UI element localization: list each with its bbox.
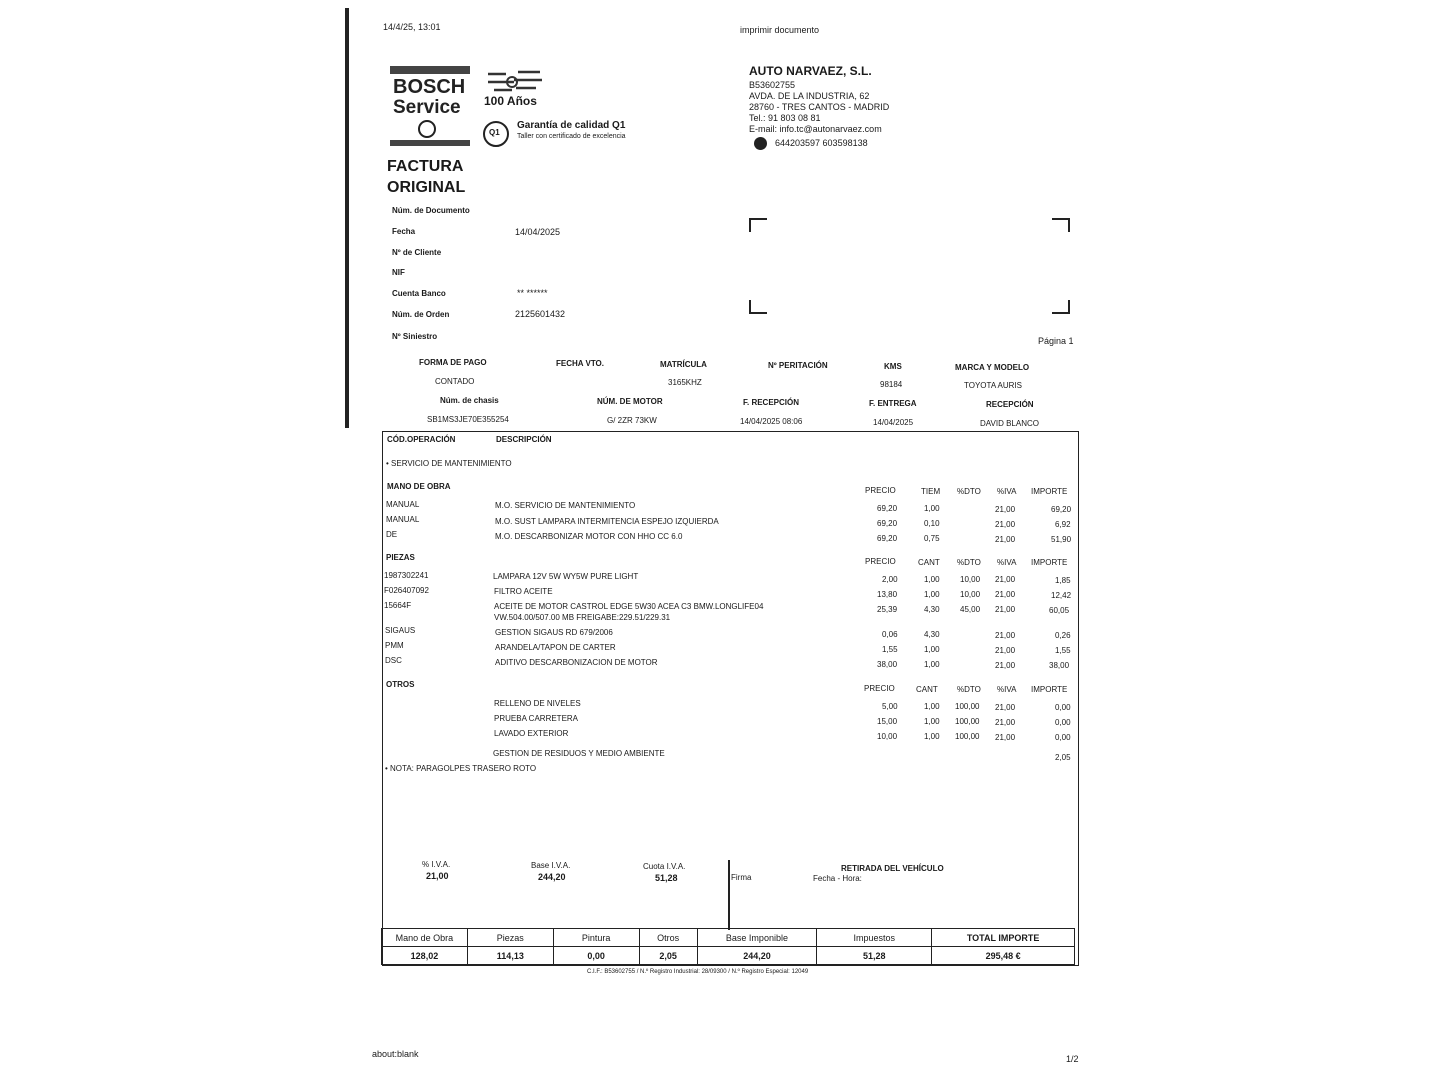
company-cif: B53602755 (749, 80, 796, 90)
line-code: F026407092 (384, 586, 429, 595)
labor-header: %DTO (957, 487, 981, 496)
total-paint: 0,00 (553, 947, 639, 965)
field-label: NIF (392, 268, 405, 277)
bosch-armature-icon (418, 120, 436, 138)
line-code: MANUAL (386, 500, 420, 509)
line-vat: 21,00 (995, 661, 1016, 670)
line-price: 5,00 (882, 702, 898, 711)
pickup-date-label: Fecha - Hora: (813, 874, 862, 883)
line-qty: 1,00 (924, 732, 940, 741)
q1-icon-label: Q1 (489, 128, 500, 137)
totals-value-row (382, 947, 1075, 965)
line-discount: 100,00 (955, 702, 980, 711)
vehicle-value: 98184 (880, 380, 903, 389)
vehicle-value: SB1MS3JE70E355254 (427, 415, 509, 424)
others-title: OTROS (386, 680, 415, 689)
line-qty: 4,30 (924, 630, 940, 639)
vehicle-header: RECEPCIÓN (986, 400, 1034, 409)
line-qty: 0,75 (924, 534, 940, 543)
line-code: DSC (385, 656, 402, 665)
vehicle-header: F. RECEPCIÓN (743, 398, 800, 407)
vehicle-header: NÚM. DE MOTOR (597, 397, 663, 406)
line-discount: 10,00 (960, 575, 981, 584)
line-price: 13,80 (877, 590, 898, 599)
field-value-bank: ** ****** (517, 288, 548, 298)
parts-header: %DTO (957, 558, 981, 567)
parts-header: CANT (918, 558, 940, 567)
labor-title: MANO DE OBRA (387, 482, 451, 491)
lines-box (382, 431, 1079, 966)
vehicle-header: F. ENTREGA (869, 399, 917, 408)
company-city: 28760 - TRES CANTOS - MADRID (749, 102, 890, 112)
line-desc: PRUEBA CARRETERA (494, 714, 579, 723)
field-label: Cuenta Banco (392, 289, 446, 298)
field-label: Núm. de Documento (392, 206, 470, 215)
labor-header: PRECIO (865, 486, 896, 495)
totals-header: Impuestos (817, 929, 932, 947)
pickup-divider (728, 860, 730, 930)
line-price: 69,20 (877, 519, 898, 528)
field-label: Fecha (392, 227, 416, 236)
labor-header: IMPORTE (1031, 487, 1068, 496)
totals-header: Otros (639, 929, 697, 947)
legal-footer: C.I.F.: B53602755 / N.º Registro Industrial: 28/09300 / N.º Registro Especial: 12049 (587, 969, 809, 975)
vat-quota-value: 51,28 (655, 873, 678, 883)
line-amount: 6,92 (1055, 520, 1071, 529)
crop-mark (749, 218, 767, 232)
print-title: imprimir documento (740, 25, 820, 35)
line-discount: 100,00 (955, 717, 980, 726)
line-desc: LAMPARA 12V 5W WY5W PURE LIGHT (493, 572, 639, 581)
line-desc: RELLENO DE NIVELES (494, 699, 581, 708)
line-desc: ACEITE DE MOTOR CASTROL EDGE 5W30 ACEA C3 BMW.LONGLIFE04 (494, 602, 764, 611)
line-amount: 1,55 (1055, 646, 1071, 655)
totals-header: TOTAL IMPORTE (932, 929, 1075, 947)
line-amount: 38,00 (1049, 661, 1070, 670)
line-vat: 21,00 (995, 590, 1016, 599)
line-amount: 51,90 (1051, 535, 1072, 544)
line-amount: 1,85 (1055, 576, 1071, 585)
company-email: E-mail: info.tc@autonarvaez.com (749, 124, 882, 134)
quality-title: Garantía de calidad Q1 (517, 120, 626, 131)
line-qty: 1,00 (924, 575, 940, 584)
line-desc: M.O. SERVICIO DE MANTENIMIENTO (495, 501, 636, 510)
line-price: 10,00 (877, 732, 898, 741)
vehicle-value: DAVID BLANCO (980, 419, 1039, 428)
vehicle-value: 3165KHZ (668, 378, 702, 387)
field-label: Núm. de Orden (392, 310, 450, 319)
print-page-count: 1/2 (1066, 1054, 1079, 1064)
others-header: PRECIO (864, 684, 895, 693)
whatsapp-icon (754, 137, 767, 150)
line-desc: FILTRO ACEITE (494, 587, 553, 596)
waste-desc: GESTION DE RESIDUOS Y MEDIO AMBIENTE (493, 749, 665, 758)
pickup-title: RETIRADA DEL VEHÍCULO (841, 864, 944, 873)
line-vat: 21,00 (995, 505, 1016, 514)
others-header: IMPORTE (1031, 685, 1068, 694)
line-vat: 21,00 (995, 646, 1016, 655)
vehicle-header: FORMA DE PAGO (419, 358, 487, 367)
line-vat: 21,00 (995, 733, 1016, 742)
vat-base-value: 244,20 (538, 872, 566, 882)
total-parts: 114,13 (467, 947, 553, 965)
company-name: AUTO NARVAEZ, S.L. (749, 64, 872, 78)
totals-header: Pintura (553, 929, 639, 947)
line-price: 25,39 (877, 605, 898, 614)
vehicle-value: G/ 2ZR 73KW (607, 416, 657, 425)
line-price: 0,06 (882, 630, 898, 639)
crop-mark (1052, 300, 1070, 314)
others-header: %DTO (957, 685, 981, 694)
bosch-logo-underline (390, 140, 470, 146)
waste-amount: 2,05 (1055, 753, 1071, 762)
line-price: 38,00 (877, 660, 898, 669)
totals-header: Mano de Obra (382, 929, 468, 947)
total-labor: 128,02 (382, 947, 468, 965)
service-note: • SERVICIO DE MANTENIMIENTO (386, 459, 512, 468)
line-vat: 21,00 (995, 575, 1016, 584)
line-code: SIGAUS (385, 626, 416, 635)
bosch-logo-bar (390, 66, 470, 74)
print-url: about:blank (372, 1049, 419, 1059)
field-value-order: 2125601432 (515, 309, 566, 319)
total-amount: 295,48 € (932, 947, 1075, 965)
scan-edge-line (345, 8, 349, 428)
others-header: %IVA (997, 685, 1017, 694)
vehicle-value: 14/04/2025 08:06 (740, 417, 803, 426)
totals-header-row (382, 929, 1075, 947)
line-qty: 1,00 (924, 717, 940, 726)
company-phone: Tel.: 91 803 08 81 (749, 113, 821, 123)
line-desc: M.O. DESCARBONIZAR MOTOR CON HHO CC 6.0 (495, 532, 683, 541)
field-label: Nº de Cliente (392, 248, 442, 257)
vehicle-header: FECHA VTO. (556, 359, 605, 368)
vat-pct-value: 21,00 (426, 871, 449, 881)
totals-header: Base Imponible (697, 929, 817, 947)
line-price: 69,20 (877, 504, 898, 513)
line-qty: 1,00 (924, 702, 940, 711)
others-header: CANT (916, 685, 938, 694)
company-address: AVDA. DE LA INDUSTRIA, 62 (749, 91, 870, 101)
vat-quota-label: Cuota I.V.A. (643, 862, 686, 871)
anniversary-text: 100 Años (484, 94, 537, 108)
parts-header: PRECIO (865, 557, 896, 566)
line-vat: 21,00 (995, 718, 1016, 727)
line-amount: 0,00 (1055, 718, 1071, 727)
page-number: Página 1 (1038, 336, 1074, 346)
print-timestamp: 14/4/25, 13:01 (383, 22, 441, 32)
vehicle-header: Núm. de chasis (440, 396, 499, 405)
line-price: 69,20 (877, 534, 898, 543)
invoice-title: FACTURA (387, 158, 464, 175)
line-code: DE (386, 530, 398, 539)
line-desc: GESTION SIGAUS RD 679/2006 (495, 628, 613, 637)
line-desc-2: VW.504.00/507.00 MB FREIGABE:229.51/229.31 (494, 613, 671, 622)
parts-header: IMPORTE (1031, 558, 1068, 567)
invoice-subtitle: ORIGINAL (387, 179, 466, 196)
line-code: 1987302241 (384, 571, 429, 580)
vehicle-value: 14/04/2025 (873, 418, 914, 427)
line-qty: 1,00 (924, 590, 940, 599)
totals-table (381, 928, 1075, 965)
line-qty: 4,30 (924, 605, 940, 614)
line-discount: 10,00 (960, 590, 981, 599)
bosch-logo-text: BOSCH (393, 76, 466, 98)
line-desc: ADITIVO DESCARBONIZACION DE MOTOR (495, 658, 658, 667)
company-whatsapp: 644203597 603598138 (775, 138, 868, 148)
line-qty: 0,10 (924, 519, 940, 528)
parts-header: %IVA (997, 558, 1017, 567)
line-amount: 12,42 (1051, 591, 1072, 600)
line-amount: 0,00 (1055, 703, 1071, 712)
line-code: 15664F (384, 601, 412, 610)
line-price: 15,00 (877, 717, 898, 726)
pickup-signature-label: Firma (731, 873, 752, 882)
line-desc: LAVADO EXTERIOR (494, 729, 569, 738)
line-qty: 1,00 (924, 645, 940, 654)
col-code-header: CÓD.OPERACIÓN (387, 435, 456, 444)
service-logo-text: Service (393, 97, 461, 118)
labor-header: TIEM (921, 487, 941, 496)
field-label: Nº Siniestro (392, 332, 438, 341)
line-qty: 1,00 (924, 660, 940, 669)
line-amount: 69,20 (1051, 505, 1072, 514)
wrench-icon (484, 68, 544, 96)
vehicle-header: MATRÍCULA (660, 360, 707, 369)
vehicle-note: • NOTA: PARAGOLPES TRASERO ROTO (385, 764, 537, 773)
line-amount: 0,00 (1055, 733, 1071, 742)
vat-base-label: Base I.V.A. (531, 861, 571, 870)
line-discount: 100,00 (955, 732, 980, 741)
labor-header: %IVA (997, 487, 1017, 496)
line-desc: ARANDELA/TAPON DE CARTER (495, 643, 616, 652)
total-others: 2,05 (639, 947, 697, 965)
line-code: PMM (385, 641, 404, 650)
line-vat: 21,00 (995, 535, 1016, 544)
line-price: 1,55 (882, 645, 898, 654)
vehicle-header: Nº PERITACIÓN (768, 361, 828, 370)
total-taxes: 51,28 (817, 947, 932, 965)
line-amount: 60,05 (1049, 606, 1070, 615)
totals-header: Piezas (467, 929, 553, 947)
line-qty: 1,00 (924, 504, 940, 513)
quality-subtitle: Taller con certificado de excelencia (517, 133, 626, 140)
line-desc: M.O. SUST LAMPARA INTERMITENCIA ESPEJO IZQUIERDA (495, 517, 719, 526)
vehicle-value: TOYOTA AURIS (964, 381, 1022, 390)
vat-pct-label: % I.V.A. (422, 860, 451, 869)
total-base: 244,20 (697, 947, 817, 965)
vehicle-header: MARCA Y MODELO (955, 363, 1030, 372)
line-vat: 21,00 (995, 631, 1016, 640)
line-vat: 21,00 (995, 520, 1016, 529)
field-value-date: 14/04/2025 (515, 227, 561, 237)
col-desc-header: DESCRIPCIÓN (496, 435, 552, 444)
line-price: 2,00 (882, 575, 898, 584)
parts-title: PIEZAS (386, 553, 415, 562)
line-code: MANUAL (386, 515, 420, 524)
line-vat: 21,00 (995, 605, 1016, 614)
crop-mark (1052, 218, 1070, 232)
line-amount: 0,26 (1055, 631, 1071, 640)
crop-mark (749, 300, 767, 314)
line-discount: 45,00 (960, 605, 981, 614)
line-vat: 21,00 (995, 703, 1016, 712)
vehicle-value: CONTADO (435, 377, 475, 386)
vehicle-header: KMS (884, 362, 902, 371)
